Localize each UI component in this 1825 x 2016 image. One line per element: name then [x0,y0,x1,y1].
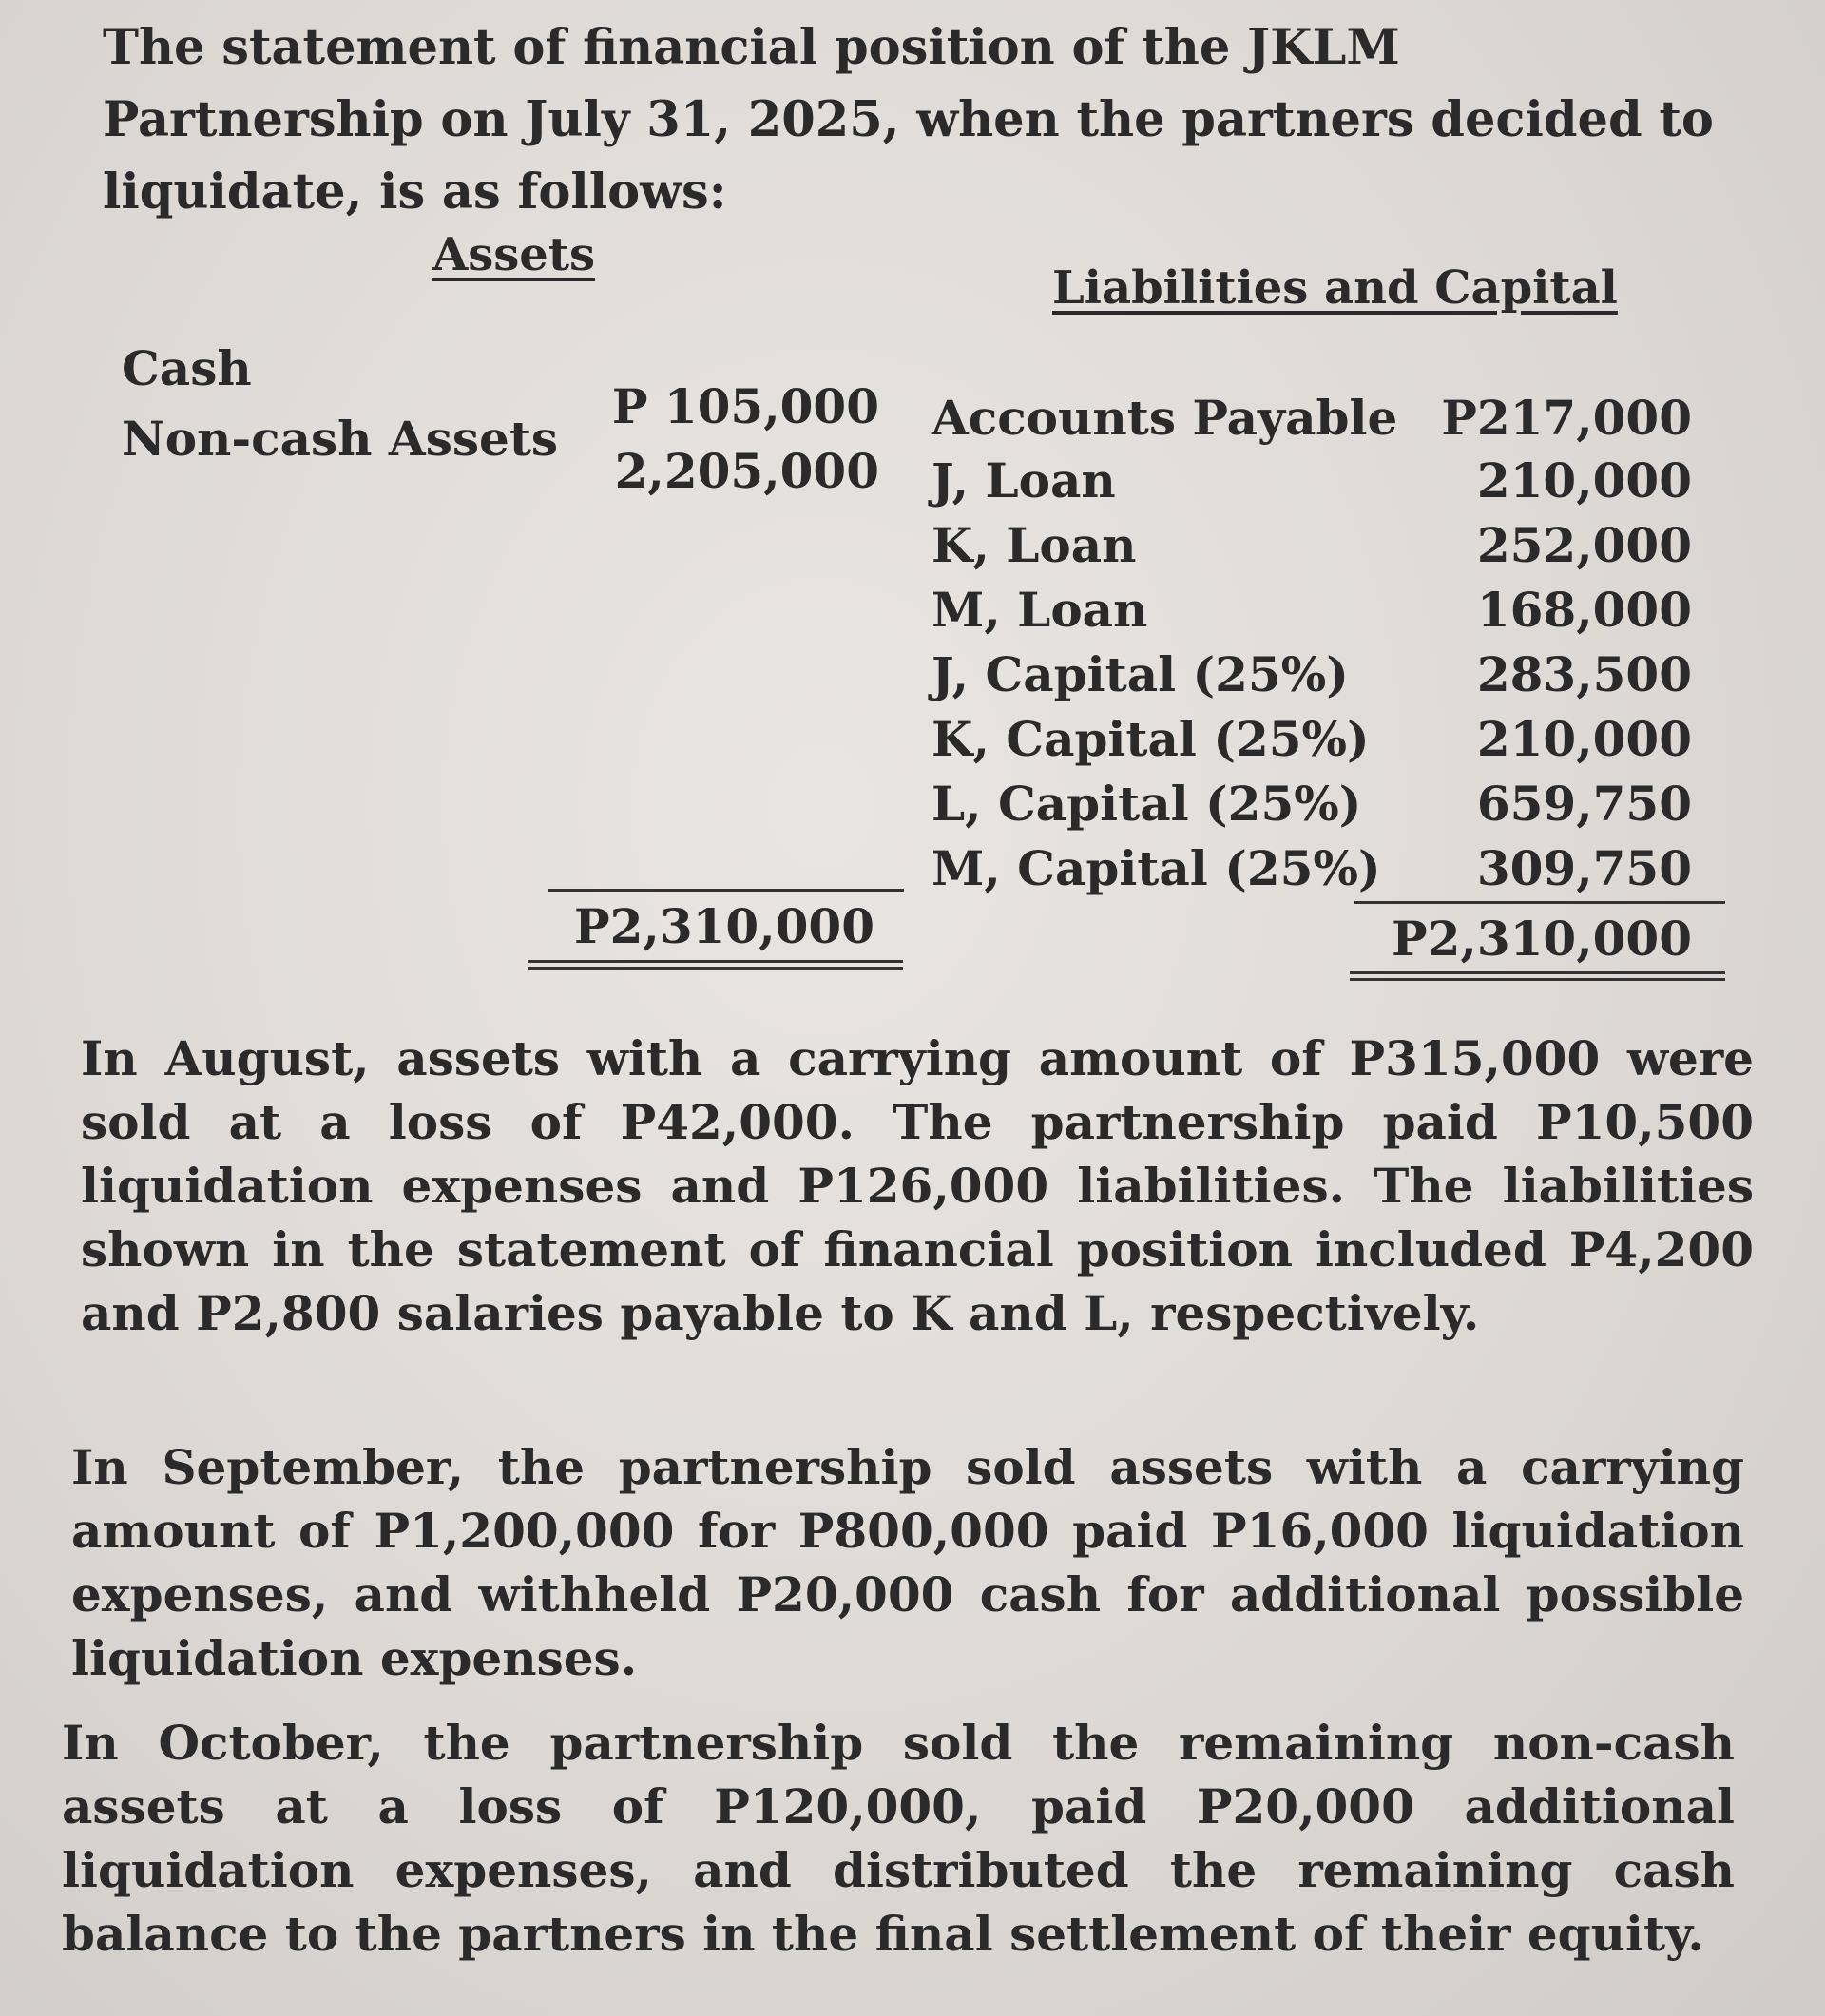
capital-amount-j: 283,500 [1476,646,1692,702]
paragraph-september: In September, the partnership sold assets with a carrying amount of P1,200,000 for P800,000 paid P16,000 liquidation expenses, and withheld P20,000 cash for additional possible liquidation expenses. [71,1439,1744,1686]
asset-label-cash: Cash [122,340,252,396]
liability-amount-j-loan: 210,000 [1476,452,1692,509]
capital-amount-k: 210,000 [1476,711,1692,767]
liabilities-total-double-rule [1350,971,1725,981]
liability-amount-k-loan: 252,000 [1476,517,1692,573]
capital-label-j: J, Capital (25%) [932,646,1349,702]
liability-label-m-loan: M, Loan [932,582,1148,638]
asset-amount-cash: P 105,000 [611,378,879,434]
paragraph-october: In October, the partnership sold the remaining non-cash assets at a loss of P120,000, paid P20,000 additional liquidation expenses, and distributed the remaining cash balance to the partners in the final settlement of their equity. [62,1715,1735,1962]
capital-label-m: M, Capital (25%) [932,840,1381,896]
asset-amount-noncash: 2,205,000 [614,443,879,499]
liability-amount-accounts-payable: P217,000 [1441,390,1692,446]
assets-total: P2,310,000 [574,898,874,954]
assets-heading: Assets [432,228,596,281]
liability-amount-m-loan: 168,000 [1476,582,1692,638]
liabilities-subtotal-rule [1354,901,1725,904]
liabilities-capital-heading: Liabilities and Capital [1052,261,1618,315]
capital-amount-m: 309,750 [1476,840,1692,896]
liability-label-accounts-payable: Accounts Payable [932,390,1398,446]
liability-label-j-loan: J, Loan [932,452,1116,509]
asset-label-noncash: Non-cash Assets [122,411,559,467]
intro-text: The statement of financial position of the JKLM Partnership on July 31, 2025, when the partners decided to liquidate, is as follows: [103,19,1714,221]
capital-label-k: K, Capital (25%) [932,711,1370,767]
capital-amount-l: 659,750 [1476,776,1692,832]
liabilities-capital-total: P2,310,000 [1392,911,1692,967]
liability-label-k-loan: K, Loan [932,517,1137,573]
assets-subtotal-rule [548,889,904,892]
capital-label-l: L, Capital (25%) [932,776,1362,832]
paragraph-august: In August, assets with a carrying amount of P315,000 were sold at a loss of P42,000. The partnership paid P10,500 liquidation expenses and P126,000 liabilities. The liabilities shown in the statement of financial position included P4,200 and P2,800 salaries payable to K and L, respectively. [81,1030,1754,1341]
assets-total-double-rule [528,960,903,970]
